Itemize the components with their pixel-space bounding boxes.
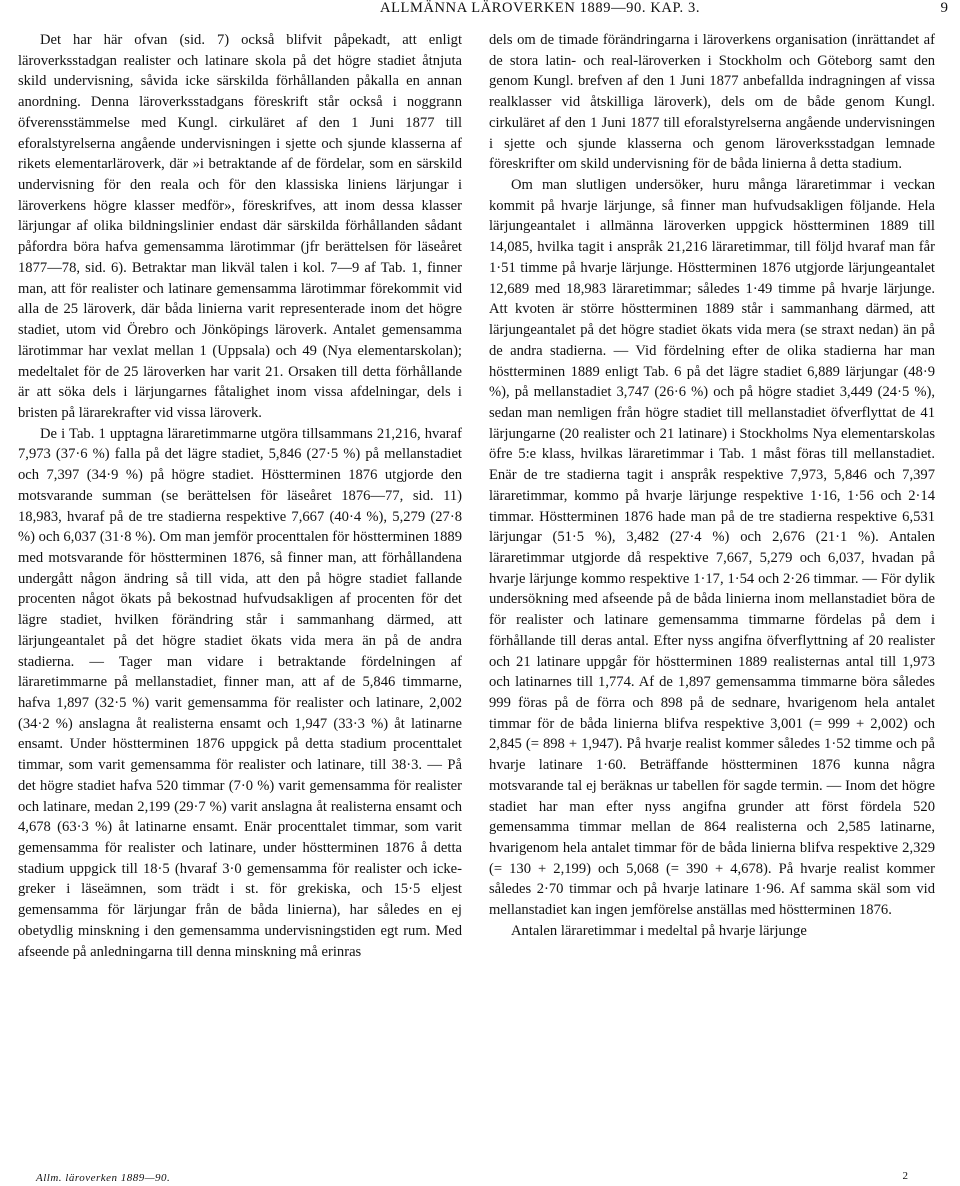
- running-head: ALLMÄNNA LÄROVERKEN 1889—90. KAP. 3.: [380, 0, 701, 16]
- right-column: [489, 30, 935, 942]
- sheet-signature: Allm. läroverken 1889—90.: [36, 1172, 171, 1184]
- sheet-number: 2: [902, 1170, 908, 1182]
- paragraph: Antalen läraretimmar i medeltal på hvarje lärjunge: [511, 922, 807, 939]
- paragraph: Det har här ofvan (sid. 7) också blifvit påpekadt, att enligt läroverksstadgan realister och latinare skola på det högre stadiet åtnjuta skild undervisning, såvida icke särskilda förhållanden påkalla en annan anordning. Denna läroverksstadgans föreskrift står också i noggrann öfverensstämmelse med Kungl. cirkuläret af den 1 Juni 1877 till eforalstyrelserna angående undervisningen i sjette och sjunde klasserna af rikets elementarläroverk, där »i betraktande af de fördelar, som en särskild undervisning för den reala och för den klassiska liniens lärjungar i läroverkens högre klasser medför», föreskrifves, att inom dessa klasser lärjungar af olika bildningslinier endast där särskilda förhållanden sådant påfordra böra hafva gemensamma lärotimmar (jfr berättelsen för läseåret 1877—78, sid. 6). Betraktar man likväl talen i kol. 7—9 af Tab. 1, finner man, att för realister och latinare gemensamma lärotimmar förekommit vid alla de 25 läroverk, där båda linierna varit representerade inom det högre stadiet, utom vid Örebro och Jönköpings läroverk. Antalet gemensamma lärotimmar har vexlat mellan 1 (Uppsala) och 49 (Nya elementarskolan); medeltalet för de 25 läroverken har varit 21. Orsaken till detta förhållande är att söka dels i lärjungarnes fåtalighet inom vissa afdelningar, dels i bristen på lärarekrafter vid vissa läroverk.: [18, 32, 462, 421]
- paragraph: Om man slutligen undersöker, huru många läraretimmar i veckan kommit på hvarje lärjunge, så finner man hufvudsakligen följande. Hela lärjungeantalet i allmänna läroverken uppgick höstterminen 1889 till 14,085, hvilka tagit i anspråk 21,216 läraretimmar, till följd hvaraf man får 1·51 timme på hvarje lärjunge. Höstterminen 1876 utgjorde lärjungeantalet 12,689 med 18,983 läraretimmar; således 1·49 timme på hvarje lärjunge. Att kvoten är större höstterminen 1889 står i sammanhang därmed, att lärjungeantalet på det högre stadiet ökats vida mera (se straxt nedan) än på de andra stadierna. — Vid fördelning efter de olika stadierna har man höstterminen 1889 enligt Tab. 6 på det lägre stadiet 6,889 lärjungar (48·9 %), på mellanstadiet 3,747 (26·6 %) och på högre stadiet 3,449 (24·5 %), sedan man nemligen från högre stadiet till mellanstadiet öfverflyttat de 41 lärjungarne (20 realister och 21 latinare) i Stockholms Nya elementarskolas öfre 5:e klass, hvilkas läraretimmar i Tab. 1 måst föras till mellanstadiet. Enär de tre stadierna tagit i anspråk respektive 7,973, 5,846 och 7,397 läraretimmar, kommo på hvarje lärjunge respektive 1·16, 1·56 och 2·14 timmar. Höstterminen 1876 hade man på de tre stadierna respektive 6,531 lärjungar (51·5 %), 3,482 (27·4 %) och 2,676 (21·1 %). Antalen läraretimmar utgjorde då respektive 7,667, 5,279 och 6,037, hvadan på hvarje lärjunge kommo respektive 1·17, 1·54 och 2·26 timmar. — För dylik undersökning med afseende på de båda linierna inom mellanstadiet böra de för realister och latinare gemensamma timmarne fördelas på dem i förhållande till deras antal. Efter nyss angifna öfverflyttning af 20 realister och 21 latinare uppgår för höstterminen 1889 realisternas antal till 1,973 och latinarnes till 1,774. Af de 1,897 gemensamma timmarne böra således 999 föras på de förra och 898 på de sednare, hvarigenom hela antalet timmar för de båda linierna blifva respektive 3,001 (= 999 + 2,002) och 2,845 (= 898 + 1,947). På hvarje realist kommer således 1·52 timme och på hvarje latinare 1·60. Beträffande höstterminen 1876 kunna några motsvarande tal ej beräknas ur tabellen för sagde termin. — Inom det högre stadiet har man efter nyss angifna grunder att först fördela 520 gemensamma timmar mellan de 864 realisterna och 2,585 latinarne, hvarigenom hela antalet timmar för de båda linierna blifva respektive 2,329 (= 130 + 2,199) och 5,068 (= 390 + 4,678). På hvarje realist kommer således 2·70 timmar och på hvarje latinare 1·96. Af samma skäl som vid mellanstadiet kan ingen jemförelse anställas med höstterminen 1876.: [489, 177, 935, 919]
- paragraph: De i Tab. 1 upptagna läraretimmarne utgöra tillsammans 21,216, hvaraf 7,973 (37·6 %) falla på det lägre stadiet, 5,846 (27·5 %) på mellanstadiet och 7,397 (34·9 %) på högre stadiet. Höstterminen 1876 utgjorde den motsvarande summan (se berättelsen för läseåret 1876—77, sid. 11) 18,983, hvaraf på de tre stadierna respektive 7,667 (40·4 %), 5,279 (27·8 %) och 6,037 (31·8 %). Om man jemför procenttalen för höstterminen 1889 med motsvarande för höstterminen 1876, så finner man, att förhållandena undergått någon ändring så till vida, att den på högre stadiet fallande procenten något ökats på bekostnad hufvudsakligen af procenten för det lägre stadiet, hvilken förändring står i sammanhang därmed, att lärjungeantalet på det högre stadiet ökats vida mera än på de andra stadierna. — Tager man vidare i betraktande fördelningen af läraretimmarne på mellanstadiet, finner man, att af de 5,846 timmarne, hafva 1,897 (32·5 %) varit gemensamma för realister och latinare, 2,002 (34·2 %) anslagna åt realisterna ensamt och 1,947 (33·3 %) åt latinarne ensamt. Under höstterminen 1876 uppgick på detta stadium procenttalet timmar, som varit gemensamma för realister och latinare, till 38·3. — På det högre stadiet hafva 520 timmar (7·0 %) varit gemensamma för realister och latinare, medan 2,199 (29·7 %) varit anslagna åt realisterna ensamt och 4,678 (63·3 %) åt latinarne ensamt. Enär procenttalet timmar, som varit gemensamma för realister och latinare, under höstterminen 1876 å detta stadium uppgick till 18·5 (hvaraf 3·0 gemensamma för realister och icke-greker i läseämnen, som trädt i st. för grekiska, och 15·5 eljest gemensamma för lärjungar från de båda linierna), har således en ej obetydlig minskning i den gemensamma undervisningstiden egt rum. Med afseende på anledningarna till denna minskning må erinras: [18, 425, 462, 960]
- left-column: [18, 30, 462, 962]
- paragraph: dels om de timade förändringarna i läroverkens organisation (inrättandet af de stora latin- och real-läroverken i Stockholm och Göteborg samt den genom Kungl. brefven af den 1 Juni 1877 anbefallda indragningen af vissa realklasser vid åtskilliga läroverk), dels om de både genom Kungl. cirkuläret af den 1 Juni 1877 till eforalstyrelserna angående undervisningen i sjette och sjunde klasserna och genom läroverksstadgan lemnade föreskrifter om skild undervisning för de båda linierna å detta stadium.: [489, 32, 935, 173]
- page-number: 9: [940, 0, 948, 16]
